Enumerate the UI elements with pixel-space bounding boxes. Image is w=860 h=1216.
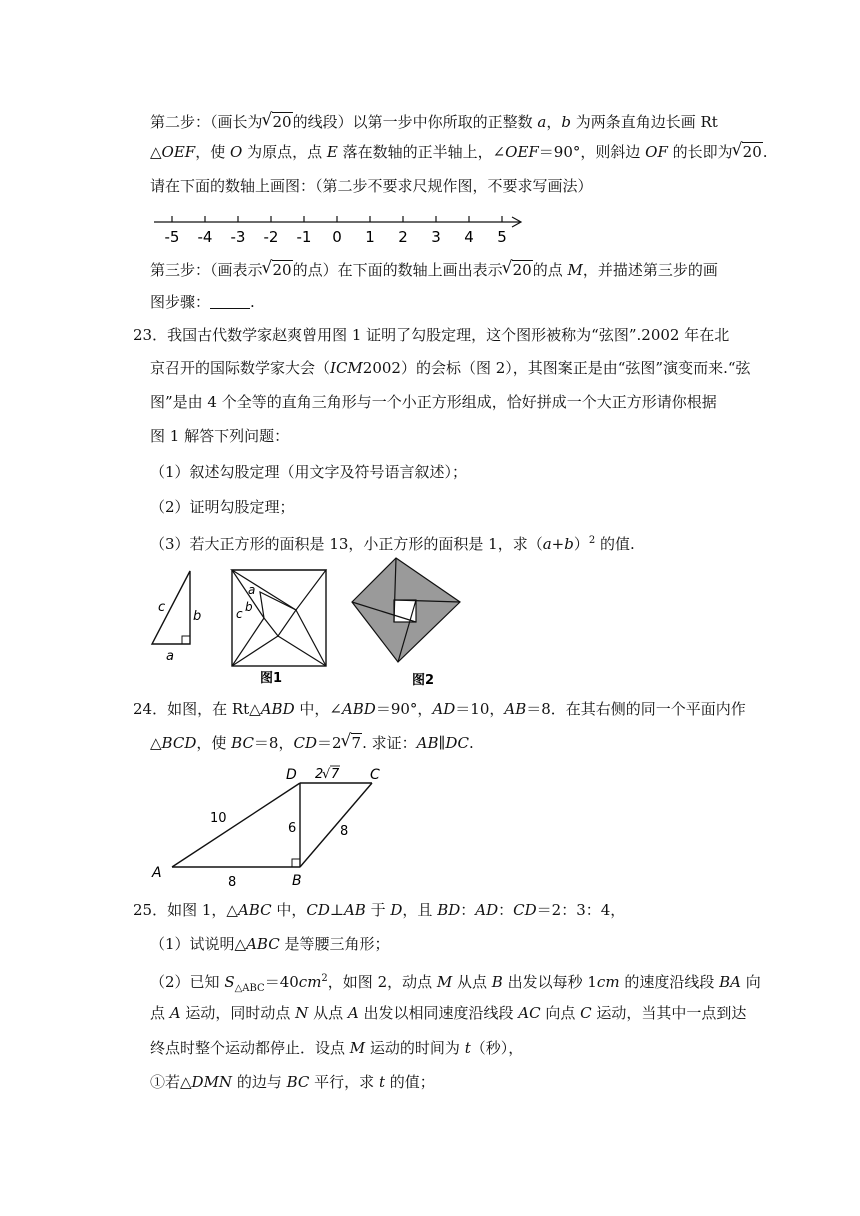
q23-line4: 图 1 解答下列问题： xyxy=(150,427,290,445)
q24-figure xyxy=(150,760,400,892)
label-bd: 6 xyxy=(288,821,297,836)
svg-text:7: 7 xyxy=(331,767,340,782)
right-triangle xyxy=(152,571,201,664)
q25-part2-sub1: ①若△DMN 的边与 BC 平行，求 t 的值； xyxy=(150,1073,435,1091)
tick-label: 0 xyxy=(332,228,342,246)
q23-line3: 图”是由 4 个全等的直角三角形与一个小正方形组成，恰好拼成一个大正方形请你根据 xyxy=(150,393,717,411)
tick-label: 5 xyxy=(497,228,507,246)
q23-figure xyxy=(148,556,468,690)
q25-part2-line2: 点 A 运动，同时动点 N 从点 A 出发以相同速度沿线段 AC 向点 C 运动，当其中一点到达 xyxy=(150,1004,747,1022)
q23-part1: （1）叙述勾股定理（用文字及符号语言叙述）； xyxy=(150,463,468,481)
label-b: b xyxy=(193,609,202,624)
sqrt-7: √ 7 xyxy=(342,733,363,753)
label-c: c xyxy=(158,600,166,615)
step2-line2: △OEF，使 O 为原点，点 E 落在数轴的正半轴上，∠OEF＝90°，则斜边 OF 的长即为√ 20. xyxy=(150,142,768,162)
q24-line1: 24．如图，在 Rt△ABD 中，∠ABD＝90°，AD＝10，AB＝8．在其右侧的同一个平面内作 xyxy=(133,700,746,718)
number-line xyxy=(150,212,530,246)
label-a: a xyxy=(248,583,256,597)
point-B: B xyxy=(292,873,302,889)
q23-line2: 京召开的国际数学家大会（ICM2002）的会标（图 2），其图案正是由“弦图”演变而来.“弦 xyxy=(150,359,751,377)
step2-line1: 第二步：（画长为√ 20的线段）以第一步中你所取的正整数 a，b 为两条直角边长画 Rt xyxy=(150,112,718,132)
q25-line1: 25．如图 1，△ABC 中，CD⊥AB 于 D，且 BD：AD：CD＝2：3：4， xyxy=(133,901,626,919)
q23-part2: （2）证明勾股定理； xyxy=(150,498,295,516)
tick-label: 4 xyxy=(464,228,474,246)
point-A: A xyxy=(152,865,162,881)
svg-text:√: √ xyxy=(322,767,331,782)
point-C: C xyxy=(370,767,380,783)
sqrt-20: √ 20 xyxy=(263,260,293,280)
svg-text:2: 2 xyxy=(315,767,324,782)
tick-label: -2 xyxy=(263,228,279,246)
label-ab: 8 xyxy=(228,875,237,890)
sqrt-20: √ 20 xyxy=(503,260,533,280)
q25-part2-line1: （2）已知 $S_{\triangle ABC}=40cm^2$，如图 2，动点 M 从点 B 出发以每秒 1cm 的速度沿线段 BA 向 xyxy=(150,973,761,994)
q25-part1: （1）试说明△ABC 是等腰三角形； xyxy=(150,935,390,953)
sqrt-20: √ 20 xyxy=(733,142,763,162)
tick-label: -4 xyxy=(197,228,213,246)
label-a: a xyxy=(166,649,174,664)
caption-fig2: 图2 xyxy=(412,673,435,688)
q23-part3: （3）若大正方形的面积是 13，小正方形的面积是 1，求$(a+b)^2$ 的值. xyxy=(150,535,635,553)
label-dc xyxy=(315,766,340,782)
tick-label: -1 xyxy=(296,228,312,246)
label-b: b xyxy=(245,600,253,614)
tick-label: -3 xyxy=(230,228,246,246)
caption-fig1: 图1 xyxy=(260,671,283,686)
icm-emblem xyxy=(352,558,460,688)
tick-label: 1 xyxy=(365,228,375,246)
step3-line1: 第三步：（画表示√ 20的点）在下面的数轴上画出表示√ 20的点 M，并描述第三步的画 xyxy=(150,260,718,280)
string-figure xyxy=(232,570,326,686)
step2-line3: 请在下面的数轴上画图：（第二步不要求尺规作图，不要求写画法） xyxy=(150,177,593,195)
tick-label: 2 xyxy=(398,228,408,246)
sqrt-20: √ 20 xyxy=(263,112,293,132)
label-ad: 10 xyxy=(210,811,227,826)
point-D: D xyxy=(286,767,297,783)
tick-label: 3 xyxy=(431,228,441,246)
q24-line2: △BCD，使 BC＝8，CD＝2√ 7. 求证：AB∥DC. xyxy=(150,733,474,753)
step3-line2: 图步骤： . xyxy=(150,293,255,311)
text: 第二步：（画长为 xyxy=(150,113,263,131)
q23-line1: 23．我国古代数学家赵爽曾用图 1 证明了勾股定理，这个图形被称为“弦图”.2002 年在北 xyxy=(133,326,730,344)
tick-label: -5 xyxy=(164,228,180,246)
answer-blank[interactable] xyxy=(210,294,250,309)
label-c: c xyxy=(236,607,243,621)
q25-part2-line3: 终点时整个运动都停止．设点 M 运动的时间为 t（秒）， xyxy=(150,1039,524,1057)
label-bc: 8 xyxy=(340,824,349,839)
